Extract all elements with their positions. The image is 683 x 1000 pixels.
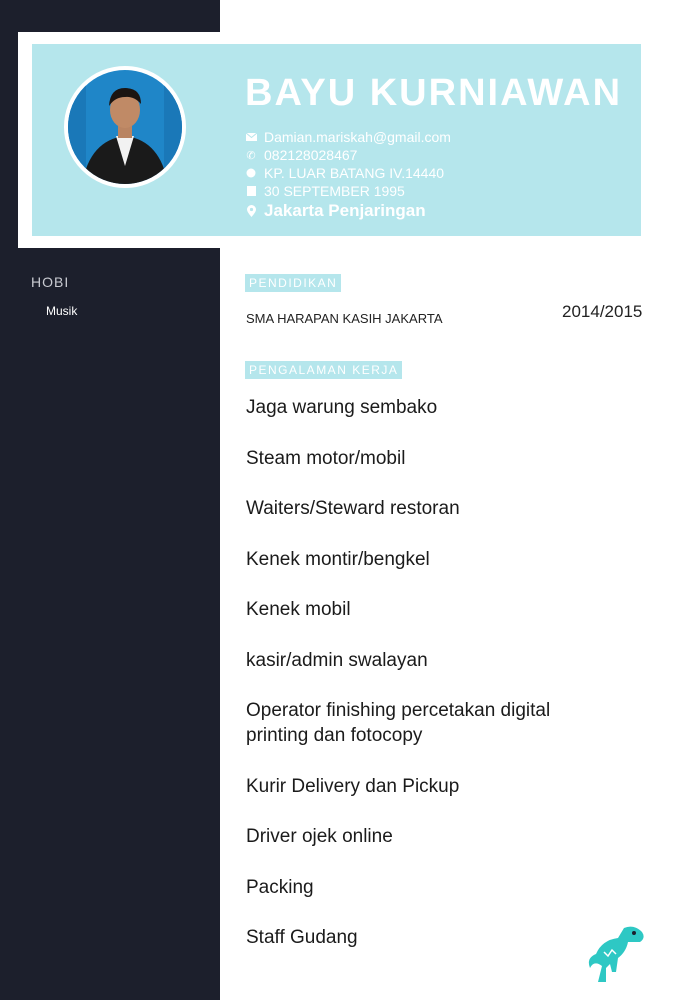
experience-item: Driver ojek online <box>246 826 393 847</box>
contact-phone: 082128028467 <box>264 147 358 163</box>
contact-birthdate-row <box>245 182 451 200</box>
experience-item: Steam motor/mobil <box>246 447 406 469</box>
experience-item: Staff Gudang <box>246 927 358 948</box>
experience-item: Waiters/Steward restoran <box>246 498 460 519</box>
contact-email: Damian.mariskah@gmail.com <box>264 129 451 145</box>
home-icon <box>245 168 257 178</box>
candidate-name: BAYU KURNIAWAN <box>245 72 623 114</box>
experience-item: Operator finishing percetakan digital printing dan fotocopy <box>246 700 551 746</box>
education-section-label: PENDIDIKAN <box>245 274 341 292</box>
contact-phone-row <box>245 146 451 164</box>
education-years: 2014/2015 <box>562 302 643 321</box>
experience-item: kasir/admin swalayan <box>246 649 428 671</box>
profile-photo-image <box>68 70 182 184</box>
contact-address-row <box>245 164 451 182</box>
experience-item: Kurir Delivery dan Pickup <box>246 775 460 797</box>
location-pin-icon <box>245 205 257 217</box>
experience-list <box>246 395 566 976</box>
contact-location: Jakarta Penjaringan <box>264 201 426 220</box>
hobby-section-title: HOBI <box>31 274 70 290</box>
contact-birthdate: 30 SEPTEMBER 1995 <box>264 183 405 199</box>
dinosaur-mascot-icon <box>584 922 648 984</box>
hobby-item: Musik <box>46 304 78 318</box>
experience-section-label: PENGALAMAN KERJA <box>245 361 402 379</box>
education-school: SMA HARAPAN KASIH JAKARTA <box>246 311 443 326</box>
contact-email-row <box>245 128 451 146</box>
contact-info <box>245 128 451 222</box>
contact-location-row <box>245 200 451 222</box>
envelope-icon <box>245 133 257 141</box>
calendar-icon <box>245 186 257 196</box>
experience-item: Kenek mobil <box>246 599 351 620</box>
profile-photo <box>64 66 186 188</box>
phone-icon: ✆ <box>246 149 256 162</box>
experience-item: Jaga warung sembako <box>246 397 438 418</box>
contact-address: KP. LUAR BATANG IV.14440 <box>264 165 445 181</box>
experience-item: Kenek montir/bengkel <box>246 548 430 570</box>
experience-item: Packing <box>246 876 314 898</box>
